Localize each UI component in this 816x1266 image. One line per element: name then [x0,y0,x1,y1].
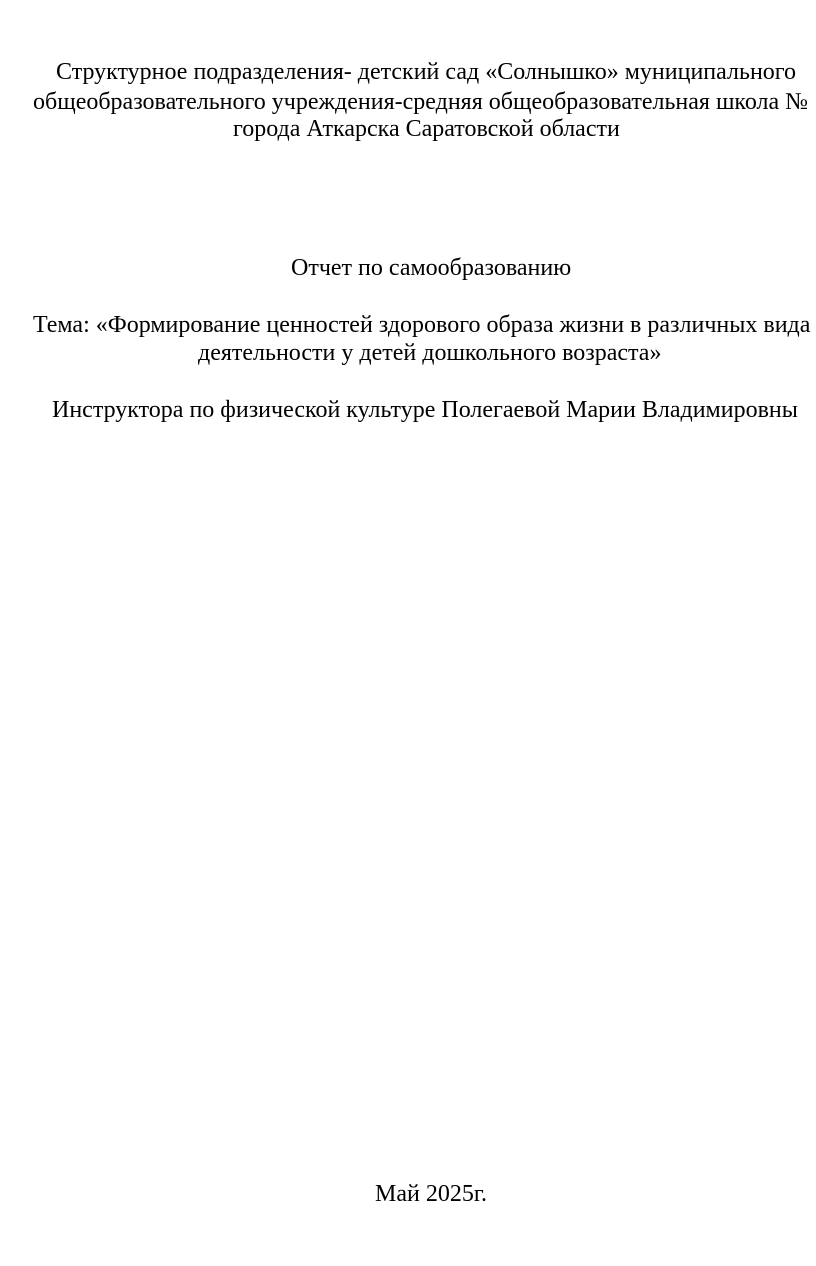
institution-line-3: города Аткарска Саратовской области [233,116,620,142]
topic-line-2: деятельности у детей дошкольного возраста» [198,340,662,366]
report-date: Май 2025г. [375,1181,487,1207]
author-line: Инструктора по физической культуре Полегаевой Марии Владимировны [52,397,798,423]
institution-line-1: Структурное подразделения- детский сад «Солнышко» муниципального [56,59,797,85]
report-title: Отчет по самообразованию [291,255,572,281]
topic-line-1: Тема: «Формирование ценностей здорового образа жизни в различных вида [33,312,811,338]
institution-line-2: общеобразовательного учреждения-средняя общеобразовательная школа № [33,89,809,115]
